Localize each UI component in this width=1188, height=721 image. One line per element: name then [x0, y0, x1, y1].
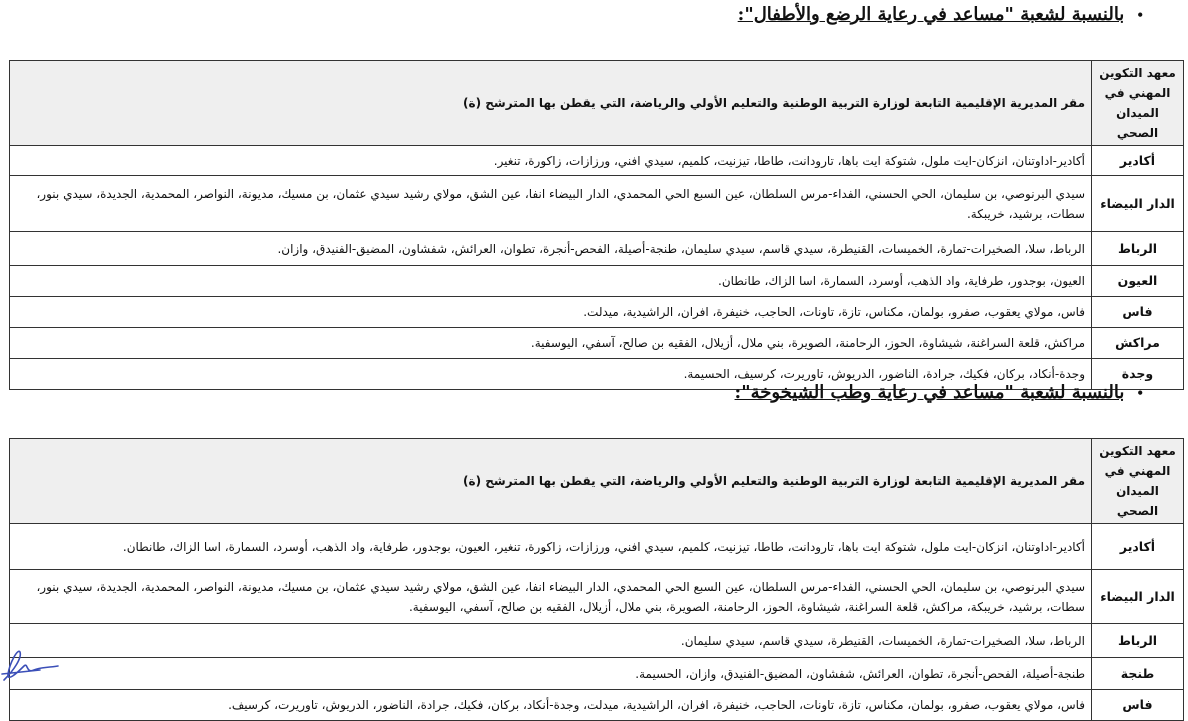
table-row: [10, 146, 1184, 176]
city-cell: الرباط: [1092, 624, 1184, 658]
signature-icon: [0, 644, 60, 690]
section1-title: بالنسبة لشعبة "مساعد في رعاية الرضع والأطفال":: [737, 4, 1125, 25]
directorates-cell: أكادير-اداوتنان، انزكان-ايت ملول، شتوكة ايت باها، تارودانت، طاطا، تيزنيت، كلميم، سيدي افني، ورزازات، زاكورة، تنغير، العيون، بوجدور، طرفاية، واد الذهب، أوسرد، السمارة، اسا الزاك، طانطان.: [10, 524, 1092, 570]
city-cell: أكادير: [1092, 524, 1184, 570]
directorates-cell: فاس، مولاي يعقوب، صفرو، بولمان، مكناس، تازة، تاونات، الحاجب، خنيفرة، افران، الراشيدية، ميدلت.: [10, 297, 1092, 328]
directorates-cell: العيون، بوجدور، طرفاية، واد الذهب، أوسرد، السمارة، اسا الزاك، طانطان.: [10, 266, 1092, 297]
city-cell: أكادير: [1092, 146, 1184, 176]
table-row: [10, 297, 1184, 328]
bullet-icon: •: [1136, 386, 1144, 400]
city-cell: فاس: [1092, 690, 1184, 721]
directorates-cell: سيدي البرنوصي، بن سليمان، الحي الحسني، الفداء-مرس السلطان، عين السبع الحي المحمدي، الدار البيضاء انفا، عين الشق، مولاي رشيد سيدي عثمان، بن مسيك، مديونة، النواصر، المحمدية، الجديدة، سيدي بنور، سطات، برشيد، خريبكة.: [10, 176, 1092, 232]
bullet-icon: •: [1136, 8, 1144, 22]
table-row: [10, 232, 1184, 266]
directorates-cell: طنجة-أصيلة، الفحص-أنجرة، تطوان، العرائش، شفشاون، المضيق-الفنيدق، وازان، الحسيمة.: [10, 658, 1092, 690]
table-row: [10, 328, 1184, 359]
table-row: [10, 524, 1184, 570]
table-row: [10, 176, 1184, 232]
city-cell: طنجة: [1092, 658, 1184, 690]
directorates-cell: أكادير-اداوتنان، انزكان-ايت ملول، شتوكة ايت باها، تارودانت، طاطا، تيزنيت، كلميم، سيدي افني، ورزازات، زاكورة، تنغير.: [10, 146, 1092, 176]
table-row: [10, 658, 1184, 690]
header-institute: معهد التكوين المهني في الميدان الصحي: [1092, 439, 1184, 524]
city-cell: فاس: [1092, 297, 1184, 328]
section1-table: [9, 60, 1184, 390]
city-cell: العيون: [1092, 266, 1184, 297]
section2-table: [9, 438, 1184, 721]
table-row: [10, 570, 1184, 624]
directorates-cell: وجدة-أنكاد، بركان، فكيك، جرادة، الناضور، الدريوش، تاوريرت، كرسيف، الحسيمة.: [10, 359, 1092, 390]
section1-heading: [738, 4, 1144, 25]
directorates-cell: الرباط، سلا، الصخيرات-تمارة، الخميسات، القنيطرة، سيدي قاسم، سيدي سليمان.: [10, 624, 1092, 658]
table-row: [10, 266, 1184, 297]
section2-title: بالنسبة لشعبة "مساعد في رعاية وطب الشيخوخة":: [734, 382, 1125, 403]
header-directorate: مقر المديرية الإقليمية التابعة لوزارة التربية الوطنية والتعليم الأولي والرياضة، التي يقطن بها المترشح (ة): [10, 61, 1092, 146]
table-header-row: [10, 439, 1184, 524]
table-row: [10, 690, 1184, 721]
city-cell: مراكش: [1092, 328, 1184, 359]
directorates-cell: مراكش، قلعة السراغنة، شيشاوة، الحوز، الرحامنة، الصويرة، بني ملال، أزيلال، الفقيه بن صالح، آسفي، اليوسفية.: [10, 328, 1092, 359]
table-header-row: [10, 61, 1184, 146]
city-cell: الرباط: [1092, 232, 1184, 266]
directorates-cell: سيدي البرنوصي، بن سليمان، الحي الحسني، الفداء-مرس السلطان، عين السبع الحي المحمدي، الدار البيضاء انفا، عين الشق، مولاي رشيد سيدي عثمان، بن مسيك، مديونة، النواصر، المحمدية، الجديدة، سيدي بنور، سطات، برشيد، خريبكة، مراكش، قلعة السراغنة، شيشاوة، الحوز، الرحامنة، الصويرة، بني ملال، أزيلال، الفقيه بن صالح، آسفي، اليوسفية.: [10, 570, 1092, 624]
directorates-cell: فاس، مولاي يعقوب، صفرو، بولمان، مكناس، تازة، تاونات، الحاجب، خنيفرة، افران، الراشيدية، ميدلت، وجدة-أنكاد، بركان، فكيك، جرادة، الناضور، الدريوش، تاوريرت، كرسيف.: [10, 690, 1092, 721]
section2-heading: [735, 382, 1144, 403]
header-institute: معهد التكوين المهني في الميدان الصحي: [1092, 61, 1184, 146]
city-cell: الدار البيضاء: [1092, 176, 1184, 232]
table-row: [10, 624, 1184, 658]
city-cell: الدار البيضاء: [1092, 570, 1184, 624]
header-directorate: مقر المديرية الإقليمية التابعة لوزارة التربية الوطنية والتعليم الأولي والرياضة، التي يقطن بها المترشح (ة): [10, 439, 1092, 524]
directorates-cell: الرباط، سلا، الصخيرات-تمارة، الخميسات، القنيطرة، سيدي قاسم، سيدي سليمان، طنجة-أصيلة، الفحص-أنجرة، تطوان، العرائش، شفشاون، المضيق-الفنيدق، وازان.: [10, 232, 1092, 266]
city-cell: وجدة: [1092, 359, 1184, 390]
